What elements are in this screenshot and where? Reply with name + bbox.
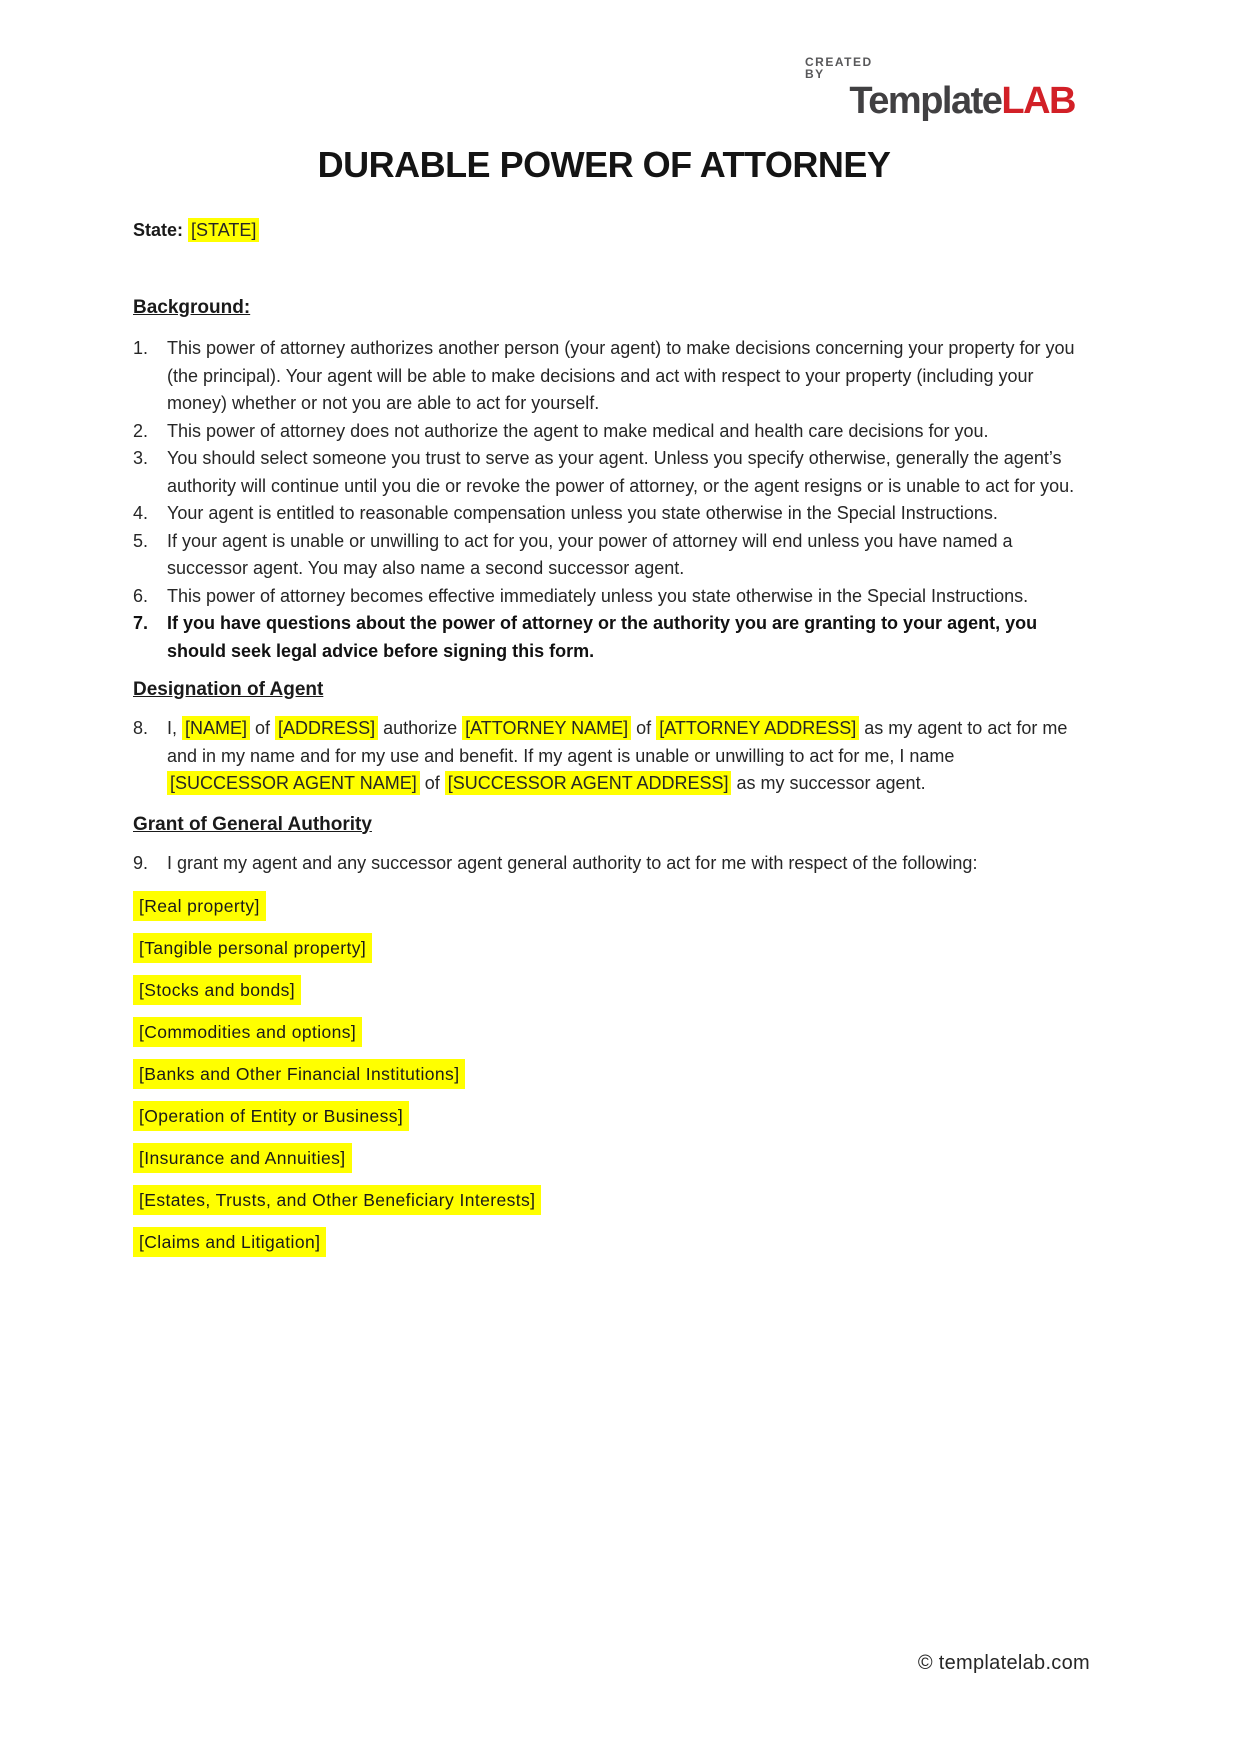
list-item <box>133 610 1075 665</box>
text-segment: of <box>419 773 445 793</box>
list-item <box>133 418 1075 446</box>
page-title: DURABLE POWER OF ATTORNEY <box>317 144 891 185</box>
list-item <box>133 583 1075 611</box>
grant-item-row <box>133 1017 1075 1047</box>
stocks-and-bonds-placeholder: [Stocks and bonds] <box>133 975 301 1005</box>
operation-of-entity-placeholder: [Operation of Entity or Business] <box>133 1101 409 1131</box>
state-label: State: <box>133 220 184 240</box>
attorney-name-placeholder: [ATTORNEY NAME] <box>462 716 631 740</box>
insurance-and-annuities-placeholder: [Insurance and Annuities] <box>133 1143 352 1173</box>
list-item-number: 7. <box>133 613 149 633</box>
list-item-number: 8. <box>133 718 149 738</box>
list-item-number: 3. <box>133 448 149 468</box>
grant-item-row <box>133 933 1075 963</box>
list-item-text: You should select someone you trust to serve as your agent. Unless you specify otherwise, generally the agent’s authority will continue until you die or revoke the power of attorney, or the agent resigns or is unable to act for you. <box>167 448 1075 496</box>
list-item <box>133 445 1075 500</box>
successor-agent-address-placeholder: [SUCCESSOR AGENT ADDRESS] <box>445 771 732 795</box>
real-property-placeholder: [Real property] <box>133 891 266 921</box>
text-segment: of <box>250 718 276 738</box>
list-item-text: This power of attorney authorizes another person (your agent) to make decisions concerning your property for you (the principal). Your agent will be able to make decisions and act with respect to your property (including your money) whether or not you are able to act for yourself. <box>167 338 1075 413</box>
designation-list <box>133 715 1075 798</box>
text-segment: as my agent to act for me and in my name and for my use and benefit. If my agent is unable or unwilling to act for me, I name <box>167 718 1068 766</box>
list-item-text: If your agent is unable or unwilling to act for you, your power of attorney will end unless you have named a successor agent. You may also name a second successor agent. <box>167 530 1013 578</box>
background-list <box>133 335 1075 665</box>
list-item-text: This power of attorney becomes effective immediately unless you state otherwise in the Special Instructions. <box>167 585 1029 606</box>
list-item <box>133 850 1075 878</box>
estates-trusts-placeholder: [Estates, Trusts, and Other Beneficiary Interests] <box>133 1185 541 1215</box>
list-item <box>133 335 1075 418</box>
grant-item-row <box>133 1101 1075 1131</box>
list-item-number: 6. <box>133 585 149 606</box>
grant-authority-items <box>133 891 1075 1257</box>
list-item-text: I grant my agent and any successor agent general authority to act for me with respect of the following: <box>167 852 978 873</box>
list-item-text: This power of attorney does not authorize the agent to make medical and health care decisions for you. <box>167 420 989 441</box>
logo-wordmark <box>849 80 1075 122</box>
claims-and-litigation-placeholder: [Claims and Litigation] <box>133 1227 326 1257</box>
grant-list-intro <box>133 850 1075 878</box>
list-item <box>133 528 1075 583</box>
state-line <box>133 220 1075 241</box>
templatelab-logo <box>133 56 1075 120</box>
attorney-address-placeholder: [ATTORNEY ADDRESS] <box>656 716 859 740</box>
logo-created-by: CREATED BY <box>805 55 873 81</box>
text-segment: I, <box>167 718 183 738</box>
heading-grant-of-general-authority: Grant of General Authority <box>133 813 372 835</box>
text-segment: as my successor agent. <box>731 773 926 793</box>
grant-item-row <box>133 1143 1075 1173</box>
logo-template-text: Template <box>849 80 1002 122</box>
logo-lab-text: LAB <box>1001 80 1075 122</box>
heading-background: Background: <box>133 297 251 318</box>
name-placeholder: [NAME] <box>182 716 250 740</box>
list-item-number: 1. <box>133 338 149 358</box>
tangible-personal-property-placeholder: [Tangible personal property] <box>133 933 372 963</box>
list-item-number: 5. <box>133 530 149 551</box>
designation-paragraph <box>167 715 1075 798</box>
grant-item-row <box>133 891 1075 921</box>
grant-item-row <box>133 975 1075 1005</box>
banks-financial-institutions-placeholder: [Banks and Other Financial Institutions] <box>133 1059 465 1089</box>
grant-item-row <box>133 1185 1075 1215</box>
text-segment: authorize <box>378 718 463 738</box>
grant-item-row <box>133 1227 1075 1257</box>
address-placeholder: [ADDRESS] <box>275 716 378 740</box>
list-item <box>133 715 1075 798</box>
list-item-text: If you have questions about the power of attorney or the authority you are granting to your agent, you should seek legal advice before signing this form. <box>167 613 1038 661</box>
list-item-number: 2. <box>133 420 149 441</box>
list-item-number: 4. <box>133 503 149 523</box>
list-item <box>133 500 1075 528</box>
footer-copyright: © templatelab.com <box>917 1652 1090 1674</box>
text-segment: of <box>631 718 657 738</box>
list-item-text: Your agent is entitled to reasonable compensation unless you state otherwise in the Special Instructions. <box>167 503 998 523</box>
state-placeholder: [STATE] <box>188 218 259 242</box>
successor-agent-name-placeholder: [SUCCESSOR AGENT NAME] <box>167 771 420 795</box>
commodities-and-options-placeholder: [Commodities and options] <box>133 1017 362 1047</box>
grant-item-row <box>133 1059 1075 1089</box>
heading-designation-of-agent: Designation of Agent <box>133 679 324 700</box>
list-item-number: 9. <box>133 852 149 873</box>
